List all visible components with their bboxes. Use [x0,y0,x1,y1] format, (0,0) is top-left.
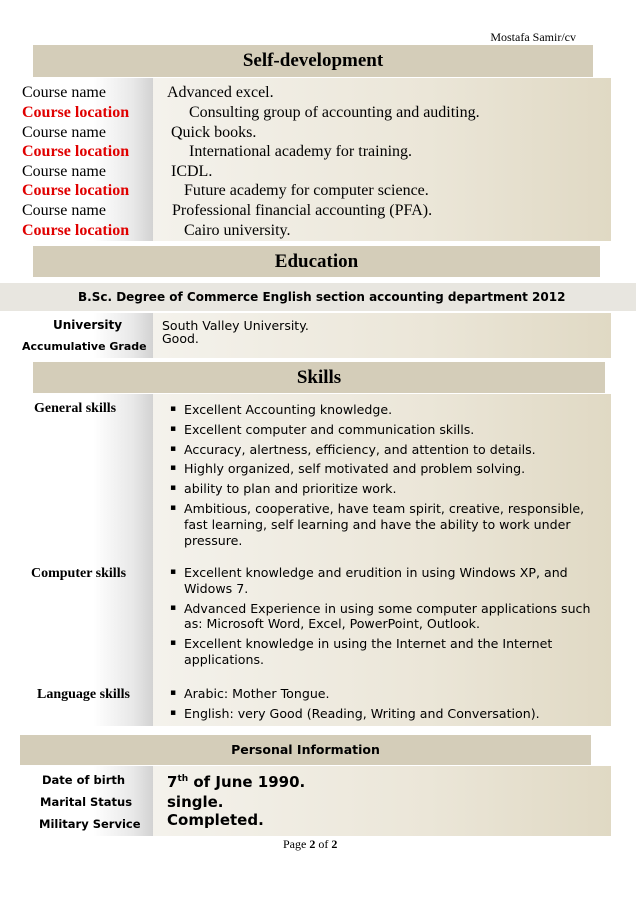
list-item: ▪ Excellent knowledge in using the Internet and the Internet applications. [170,636,610,668]
page-number [283,837,337,852]
education-title: Education [274,251,359,272]
marital-label: Marital Status [40,795,133,809]
list-item: ▪ Advanced Experience in using some computer applications such as: Microsoft Word, Excel, PowerPoint, Outlook. [170,601,610,633]
military-value: Completed. [167,811,264,829]
dob-day: 7 [167,773,178,791]
skills-heading [33,362,605,393]
computer-skills-list [170,565,610,672]
computer-skills-label: Computer skills [31,566,127,581]
list-item: ▪ Excellent computer and communication skills. [170,422,610,438]
education-heading [33,246,600,277]
personal-info-title: Personal Information [231,742,380,757]
grade-value: Good. [162,331,199,346]
dob-value [167,773,305,791]
dob-suffix: th [177,774,189,784]
university-value: South Valley University. [162,318,309,333]
list-item: ▪ Arabic: Mother Tongue. [170,686,610,702]
degree-strip [0,283,636,311]
skills-title: Skills [296,367,342,388]
language-skills-list [170,686,610,726]
skills-label-column [20,394,153,726]
list-item: ▪ Excellent Accounting knowledge. [170,402,610,418]
course-name-label: Course name [22,84,106,101]
personal-info-heading [20,735,591,765]
general-skills-list [170,402,610,552]
list-item: ▪ Ambitious, cooperative, have team spirit, creative, responsible, fast learning, self learning and have the ability to work under pressure. [170,501,610,548]
course-location-label: Course location [22,182,130,199]
course-name-label: Course name [22,202,106,219]
list-item: ▪ English: very Good (Reading, Writing and Conversation). [170,706,610,722]
course-name-value: ICDL. [171,163,213,180]
language-skills-label: Language skills [37,687,130,702]
grade-label: Accumulative Grade [22,340,147,353]
course-location-label: Course location [22,222,130,239]
course-name-value: Advanced excel. [167,84,274,101]
general-skills-label: General skills [34,401,117,416]
course-name-value: Quick books. [171,124,257,141]
page-current: 2 [309,837,316,851]
self-development-heading [33,45,593,77]
page-of: of [315,837,332,851]
page-prefix: Page [283,837,310,851]
self-development-title: Self-development [242,50,384,71]
dob-label: Date of birth [42,773,126,787]
course-location-label: Course location [22,143,130,160]
list-item: ▪ Highly organized, self motivated and problem solving. [170,461,610,477]
list-item: ▪ Excellent knowledge and erudition in using Windows XP, and Widows 7. [170,565,610,597]
marital-value: single. [167,793,224,811]
course-location-value: Cairo university. [184,222,291,239]
course-location-value: Consulting group of accounting and auditing. [189,104,480,121]
dob-rest: of June 1990. [188,773,306,791]
course-name-label: Course name [22,163,106,180]
university-label: University [53,318,123,332]
list-item: ▪ Accuracy, alertness, efficiency, and attention to details. [170,442,610,458]
course-location-value: International academy for training. [189,143,413,160]
list-item: ▪ ability to plan and prioritize work. [170,481,610,497]
course-location-value: Future academy for computer science. [184,182,429,199]
course-name-value: Professional financial accounting (PFA). [172,202,433,219]
page-total: 2 [331,837,338,851]
degree-text: B.Sc. Degree of Commerce English section accounting department 2012 [78,290,566,304]
military-label: Military Service [39,817,141,831]
course-location-label: Course location [22,104,130,121]
header-author: Mostafa Samir/cv [490,30,576,44]
course-name-label: Course name [22,124,106,141]
